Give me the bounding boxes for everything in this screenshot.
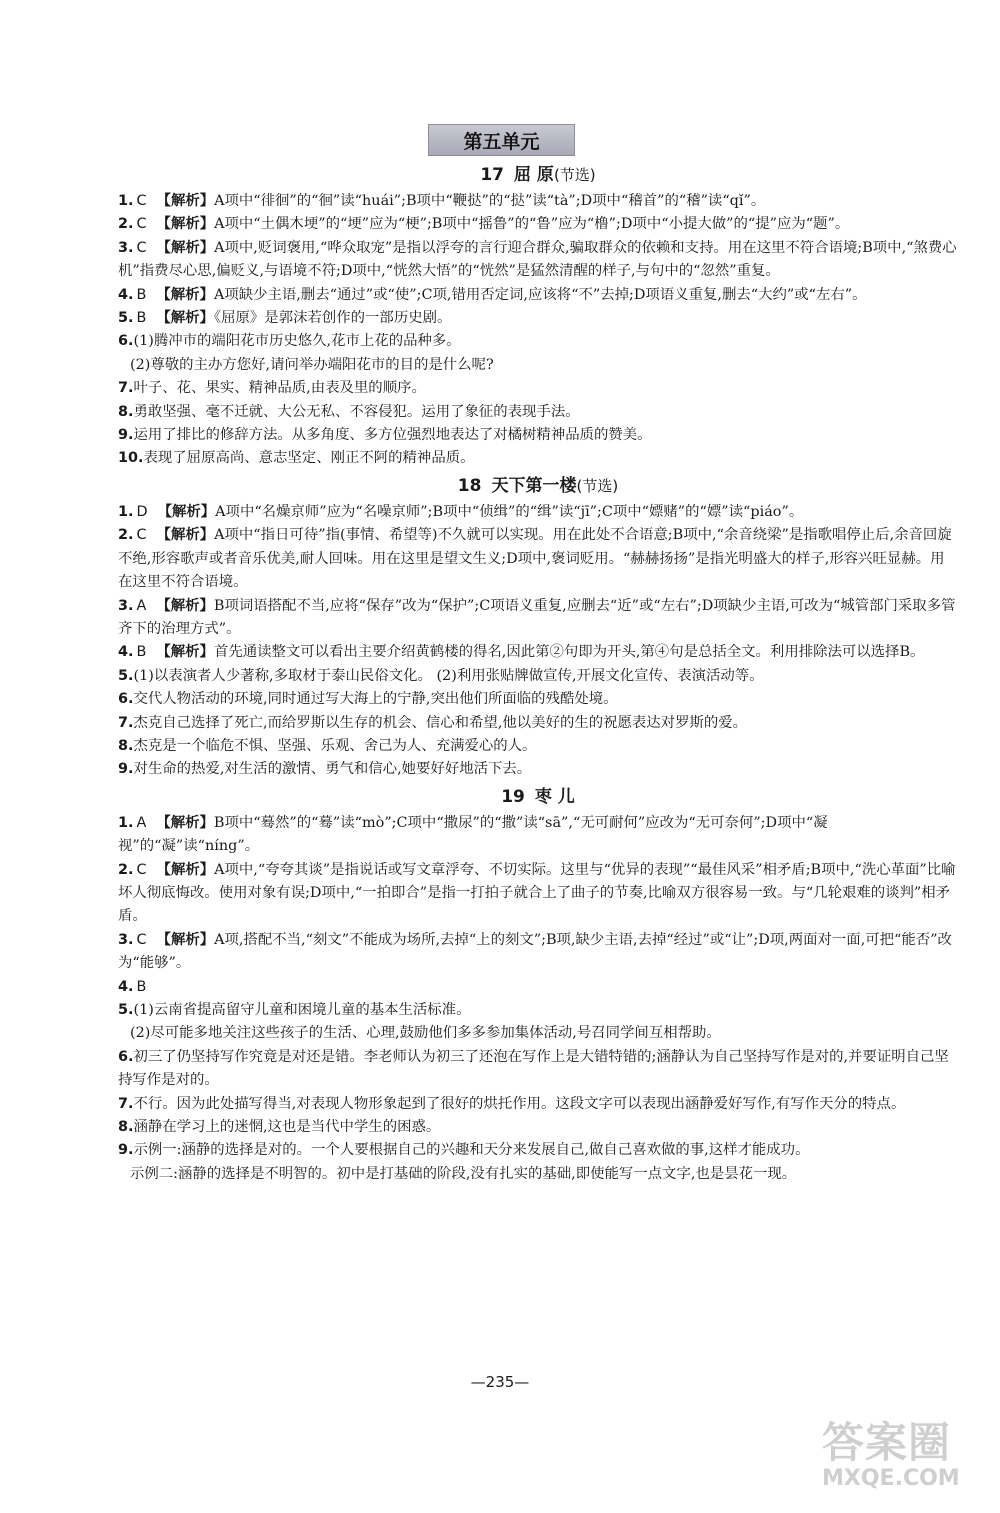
answer-choice: A <box>136 814 147 831</box>
item-number: 3. <box>118 931 134 948</box>
section-title <box>118 475 958 498</box>
answer-item <box>118 1093 958 1116</box>
analysis-tag: 【解析】 <box>156 931 215 948</box>
answer-choice: B <box>136 644 147 661</box>
answer-text: A项缺少主语,删去“通过”或“使”;C项,错用否定词,应该将“不”去掉;D项语义重复,删去“大约”或“左右”。 <box>213 286 867 303</box>
section-title <box>118 786 958 809</box>
answer-item <box>118 641 958 664</box>
item-number: 8. <box>118 737 134 754</box>
item-number: 9. <box>118 1142 134 1159</box>
answer-choice: C <box>136 861 147 878</box>
item-number: 1. <box>118 193 134 209</box>
section-name: 屈 原 <box>514 165 554 185</box>
watermark-top: 答案圈 <box>822 1418 952 1467</box>
answer-item <box>118 401 958 424</box>
item-number: 5. <box>118 1002 134 1018</box>
answer-item <box>118 688 958 711</box>
answer-choice: C <box>136 931 147 948</box>
item-number: 1. <box>118 814 134 831</box>
section-number: 18 <box>457 475 482 496</box>
answer-subline: (2)尊敬的主办方您好,请问举办端阳花市的目的是什么呢? <box>130 356 494 373</box>
analysis-tag: 【解析】 <box>156 527 215 544</box>
item-number: 5. <box>118 667 134 684</box>
unit-title-banner: 第五单元 <box>428 124 575 156</box>
analysis-tag: 【解析】 <box>156 239 215 256</box>
answer-item <box>118 812 958 859</box>
analysis-tag: 【解析】 <box>156 286 214 303</box>
answer-text: 勇敢坚强、毫不迁就、大公无私、不容侵犯。运用了象征的表现手法。 <box>133 403 580 420</box>
analysis-tag: 【解析】 <box>157 503 216 520</box>
answer-item <box>118 284 958 307</box>
answer-text: 《屈原》是郭沫若创作的一部历史剧。 <box>213 310 452 327</box>
answer-item <box>118 524 958 594</box>
answer-text: 不行。因为此处描写得当,对表现人物形象起到了很好的烘托作用。这段文字可以表现出涵静爱好写作,有写作天分的特点。 <box>133 1095 906 1112</box>
item-number: 6. <box>118 1048 134 1065</box>
answer-choice: B <box>136 978 147 995</box>
answer-text: A项中“名燥京师”应为“名噪京师”;B项中“侦缉”的“缉”读“jī”;C项中“嫖赌”的“嫖”读“piáo”。 <box>215 503 804 520</box>
watermark-bottom: MXQE.COM <box>822 1466 960 1491</box>
answer-text: 示例一:涵静的选择是对的。一个人要根据自己的兴趣和天分来发展自己,做自己喜欢做的事,这样才能成功。 <box>133 1142 810 1159</box>
analysis-tag: 【解析】 <box>156 597 214 614</box>
item-number: 2. <box>118 527 134 544</box>
answer-item <box>118 447 958 470</box>
answer-text: 初三了仍坚持写作究竟是对还是错。李老师认为初三了还泡在写作上是大错特错的;涵静认为自己坚持写作是对的,并要证明自己坚持写作是对的。 <box>118 1048 949 1089</box>
item-number: 10. <box>118 450 144 467</box>
answer-item <box>118 424 958 447</box>
analysis-tag: 【解析】 <box>156 310 214 327</box>
answer-text: A项,搭配不当,“刻文”不能成为场所,去掉“上的刻文”;B项,缺少主语,去掉“经过”或“让”;D项,两面对一面,可把“能否”改为“能够”。 <box>118 931 952 972</box>
section-subtitle: (节选) <box>576 476 619 495</box>
item-number: 8. <box>118 403 134 420</box>
answer-text: A项中,“夸夸其谈”是指说话或写文章浮夸、不切实际。这里与“优异的表现”“最佳风采”相矛盾;B项中,“洗心革面”比喻坏人彻底悔改。使用对象有误;D项中,“一拍即合”是指一打拍子就合上了曲子的节奏,比喻双方很容易一致。与“几轮艰难的谈判”相矛盾。 <box>118 861 956 925</box>
answer-choice: C <box>136 193 147 209</box>
answer-item <box>118 213 958 236</box>
answer-item <box>118 307 958 330</box>
item-number: 2. <box>118 861 134 878</box>
item-number: 7. <box>118 714 134 731</box>
answer-content <box>118 160 958 1186</box>
answer-text: A项中“徘徊”的“徊”读“huái”;B项中“鞭挞”的“挞”读“tà”;D项中“稽首”的“稽”读“qǐ”。 <box>214 193 766 209</box>
item-number: 6. <box>118 333 134 350</box>
answer-item <box>118 377 958 400</box>
analysis-tag: 【解析】 <box>156 644 214 661</box>
answer-choice: B <box>136 310 147 327</box>
item-number: 9. <box>118 427 134 444</box>
answer-text: B项词语搭配不当,应将“保存”改为“保护”;C项语义重复,应删去“近”或“左右”;D项缺少主语,可改为“城管部门采取多管齐下的治理方式”。 <box>118 597 956 637</box>
answer-item <box>118 735 958 758</box>
answer-text: (1)以表演者人少著称,多取材于泰山民俗文化。 (2)利用张贴牌做宣传,开展文化宣传、表演活动等。 <box>133 667 764 684</box>
item-number: 7. <box>118 1095 134 1112</box>
section-name: 枣 儿 <box>534 786 575 807</box>
answer-item <box>118 1139 958 1162</box>
section-name: 天下第一楼 <box>491 475 577 496</box>
answer-item <box>118 859 958 929</box>
analysis-tag: 【解析】 <box>156 861 215 878</box>
section-subtitle: (节选) <box>553 166 596 184</box>
item-number: 3. <box>118 597 134 614</box>
section-number: 19 <box>501 786 525 807</box>
answer-choice: C <box>136 239 147 256</box>
answer-text: A项中“指日可待”指(事情、希望等)不久就可以实现。用在此处不合语意;B项中,“余音绕梁”是指歌唱停止后,余音回旋不绝,形容歌声或者音乐优美,耐人回味。用在这里是望文生义;D项中,褒词贬用。“赫赫扬扬”是指光明盛大的样子,形容兴旺显赫。用在这里不符合语境。 <box>118 527 952 591</box>
section-number: 17 <box>480 165 505 185</box>
answer-text: A项中,贬词褒用,“哗众取宠”是指以浮夸的言行迎合群众,骗取群众的依赖和支持。用在这里不符合语境;B项中,“煞费心机”指费尽心思,偏贬义,与语境不符;D项中,“恍然大悟”的“恍然”是猛然清醒的样子,与句中的“忽然”重复。 <box>118 239 957 280</box>
item-number: 4. <box>118 286 134 303</box>
answer-item <box>118 929 958 976</box>
section-title <box>118 164 958 187</box>
answer-text: 叶子、花、果实、精神品质,由表及里的顺序。 <box>133 380 426 397</box>
answer-item <box>118 595 958 642</box>
item-number: 6. <box>118 691 134 708</box>
answer-text: (1)腾冲市的端阳花市历史悠久,花市上花的品种多。 <box>133 333 461 350</box>
answer-item <box>118 330 958 353</box>
answer-item <box>118 712 958 735</box>
answer-item <box>118 237 958 284</box>
answer-item <box>118 501 958 524</box>
answer-item <box>118 976 958 999</box>
answer-text: 杰克是一个临危不惧、坚强、乐观、舍己为人、充满爱心的人。 <box>133 737 537 754</box>
item-number: 3. <box>118 239 134 256</box>
answer-text: 杰克自己选择了死亡,而给罗斯以生存的机会、信心和希望,他以美好的生的祝愿表达对罗斯的爱。 <box>133 714 748 731</box>
answer-choice: B <box>136 286 147 303</box>
analysis-tag: 【解析】 <box>156 193 215 209</box>
answer-text: A项中“土偶木埂”的“埂”应为“梗”;B项中“摇鲁”的“鲁”应为“橹”;D项中“小提大做”的“提”应为“题”。 <box>214 216 850 233</box>
item-number: 4. <box>118 644 134 661</box>
item-number: 9. <box>118 761 134 778</box>
answer-choice: C <box>136 527 147 544</box>
answer-text: 首先通读整文可以看出主要介绍黄鹤楼的得名,因此第②句即为开头,第④句是总括全文。利用排除法可以选择B。 <box>213 644 925 661</box>
analysis-tag: 【解析】 <box>156 216 215 233</box>
answer-text: 对生命的热爱,对生活的激情、勇气和信心,她要好好地活下去。 <box>133 761 532 778</box>
item-number: 4. <box>118 978 134 995</box>
answer-choice: A <box>136 597 147 614</box>
page-number: —235— <box>470 1373 530 1391</box>
answer-item <box>118 758 958 781</box>
answer-item <box>118 190 958 213</box>
answer-item <box>118 1116 958 1139</box>
answer-text: 涵静在学习上的迷惘,这也是当代中学生的困惑。 <box>133 1119 441 1136</box>
answer-item <box>118 665 958 688</box>
answer-text: 表现了屈原高尚、意志坚定、刚正不阿的精神品质。 <box>143 450 475 467</box>
answer-item <box>118 1046 958 1093</box>
item-number: 1. <box>118 503 134 520</box>
answer-text: B项中“蓦然”的“蓦”读“mò”;C项中“撒尿”的“撒”读“sā”,“无可耐何”应改为“无可奈何”;D项中“凝视”的“凝”读“níng”。 <box>118 814 828 855</box>
item-number: 8. <box>118 1119 134 1136</box>
answer-subline: (2)尽可能多地关注这些孩子的生活、心理,鼓励他们多多参加集体活动,号召同学间互相帮助。 <box>130 1025 721 1042</box>
answer-subline: 示例二:涵静的选择是不明智的。初中是打基础的阶段,没有扎实的基础,即使能写一点文字,也是昙花一现。 <box>130 1165 797 1182</box>
item-number: 2. <box>118 216 134 233</box>
answer-text: 交代人物活动的环境,同时通过写大海上的宁静,突出他们所面临的残酷处境。 <box>133 691 618 708</box>
answer-choice: C <box>136 216 147 233</box>
answer-text: (1)云南省提高留守儿童和困境儿童的基本生活标准。 <box>133 1002 471 1018</box>
answer-item <box>118 999 958 1022</box>
answer-choice: D <box>136 503 148 520</box>
analysis-tag: 【解析】 <box>156 814 214 831</box>
item-number: 5. <box>118 310 134 327</box>
item-number: 7. <box>118 380 134 397</box>
answer-text: 运用了排比的修辞方法。从多角度、多方位强烈地表达了对橘树精神品质的赞美。 <box>133 427 652 444</box>
watermark-logo <box>822 1410 992 1510</box>
